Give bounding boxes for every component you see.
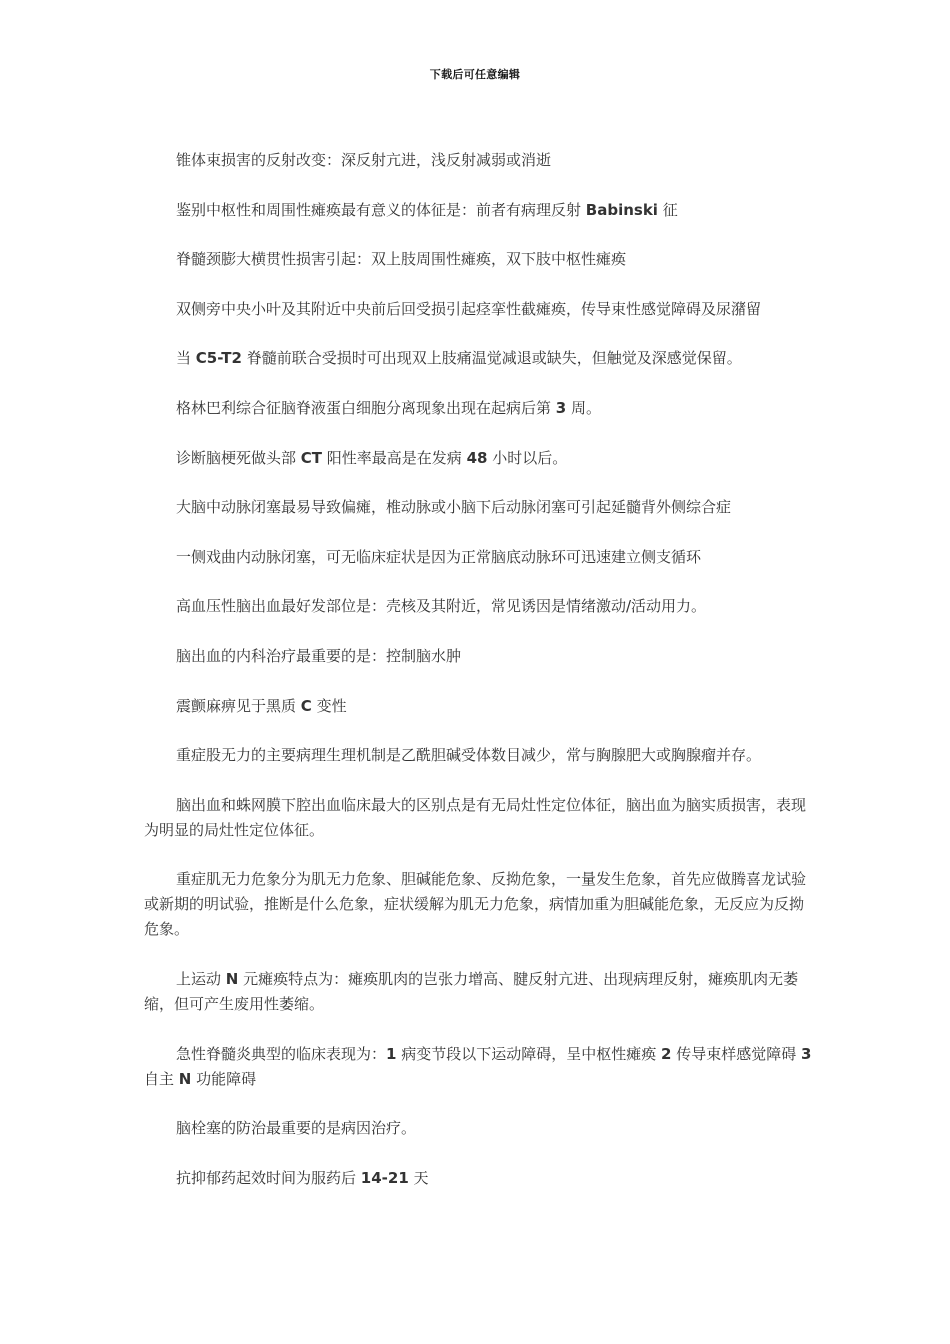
paragraph: 脑栓塞的防治最重要的是病因治疗。 xyxy=(176,1119,417,1138)
paragraph: 格林巴利综合征脑脊液蛋白细胞分离现象出现在起病后第 3 周。 xyxy=(176,398,601,417)
page-header: 下载后可任意编辑 xyxy=(429,68,521,81)
paragraph: 脊髓颈膨大横贯性损害引起：双上肢周围性瘫痪，双下肢中枢性瘫痪 xyxy=(176,250,627,269)
paragraph: 锥体束损害的反射改变：深反射亢进，浅反射减弱或消逝 xyxy=(176,151,552,169)
paragraph: 一侧戏曲内动脉闭塞，可无临床症状是因为正常脑底动脉环可迅速建立侧支循环 xyxy=(176,547,702,566)
paragraph: 重症股无力的主要病理生理机制是乙酰胆碱受体数目减少，常与胸腺肥大或胸腺瘤并存。 xyxy=(176,746,762,765)
paragraph: 重症肌无力危象分为肌无力危象、胆碱能危象、反拗危象，一量发生危象，首先应做腾喜龙试验或新期的明试验，推断是什么危象，症状缓解为肌无力危象，病情加重为胆碱能危象，无反应为反拗危象。 xyxy=(144,870,807,939)
paragraph: 当 C5-T2 脊髓前联合受损时可出现双上肢痛温觉减退或缺失，但触觉及深感觉保留。 xyxy=(176,349,742,368)
paragraph: 震颤麻痹见于黑质 C 变性 xyxy=(176,696,347,715)
paragraph: 大脑中动脉闭塞最易导致偏瘫，椎动脉或小脑下后动脉闭塞可引起延髓背外侧综合症 xyxy=(176,498,732,517)
document-body xyxy=(144,148,816,1215)
paragraph: 高血压性脑出血最好发部位是：壳核及其附近，常见诱因是情绪激动/活动用力。 xyxy=(176,597,707,616)
paragraph: 抗抑郁药起效时间为服药后 14-21 天 xyxy=(176,1168,429,1187)
paragraph: 鉴别中枢性和周围性瘫痪最有意义的体征是：前者有病理反射 Babinski 征 xyxy=(176,200,678,219)
paragraph: 急性脊髓炎典型的临床表现为：1 病变节段以下运动障碍，呈中枢性瘫痪 2 传导束样感觉障碍 3 自主 N 功能障碍 xyxy=(144,1044,812,1088)
paragraph: 脑出血和蛛网膜下腔出血临床最大的区别点是有无局灶性定位体征，脑出血为脑实质损害，表现为明显的局灶性定位体征。 xyxy=(144,795,807,839)
paragraph: 脑出血的内科治疗最重要的是：控制脑水肿 xyxy=(176,646,462,665)
paragraph: 双侧旁中央小叶及其附近中央前后回受损引起痉挛性截瘫痪，传导束性感觉障碍及尿潴留 xyxy=(176,299,762,318)
paragraph: 诊断脑梗死做头部 CT 阳性率最高是在发病 48 小时以后。 xyxy=(176,448,568,467)
paragraph: 上运动 N 元瘫痪特点为：瘫痪肌肉的岂张力增高、腱反射亢进、出现病理反射，瘫痪肌肉无萎缩，但可产生废用性萎缩。 xyxy=(144,969,799,1013)
